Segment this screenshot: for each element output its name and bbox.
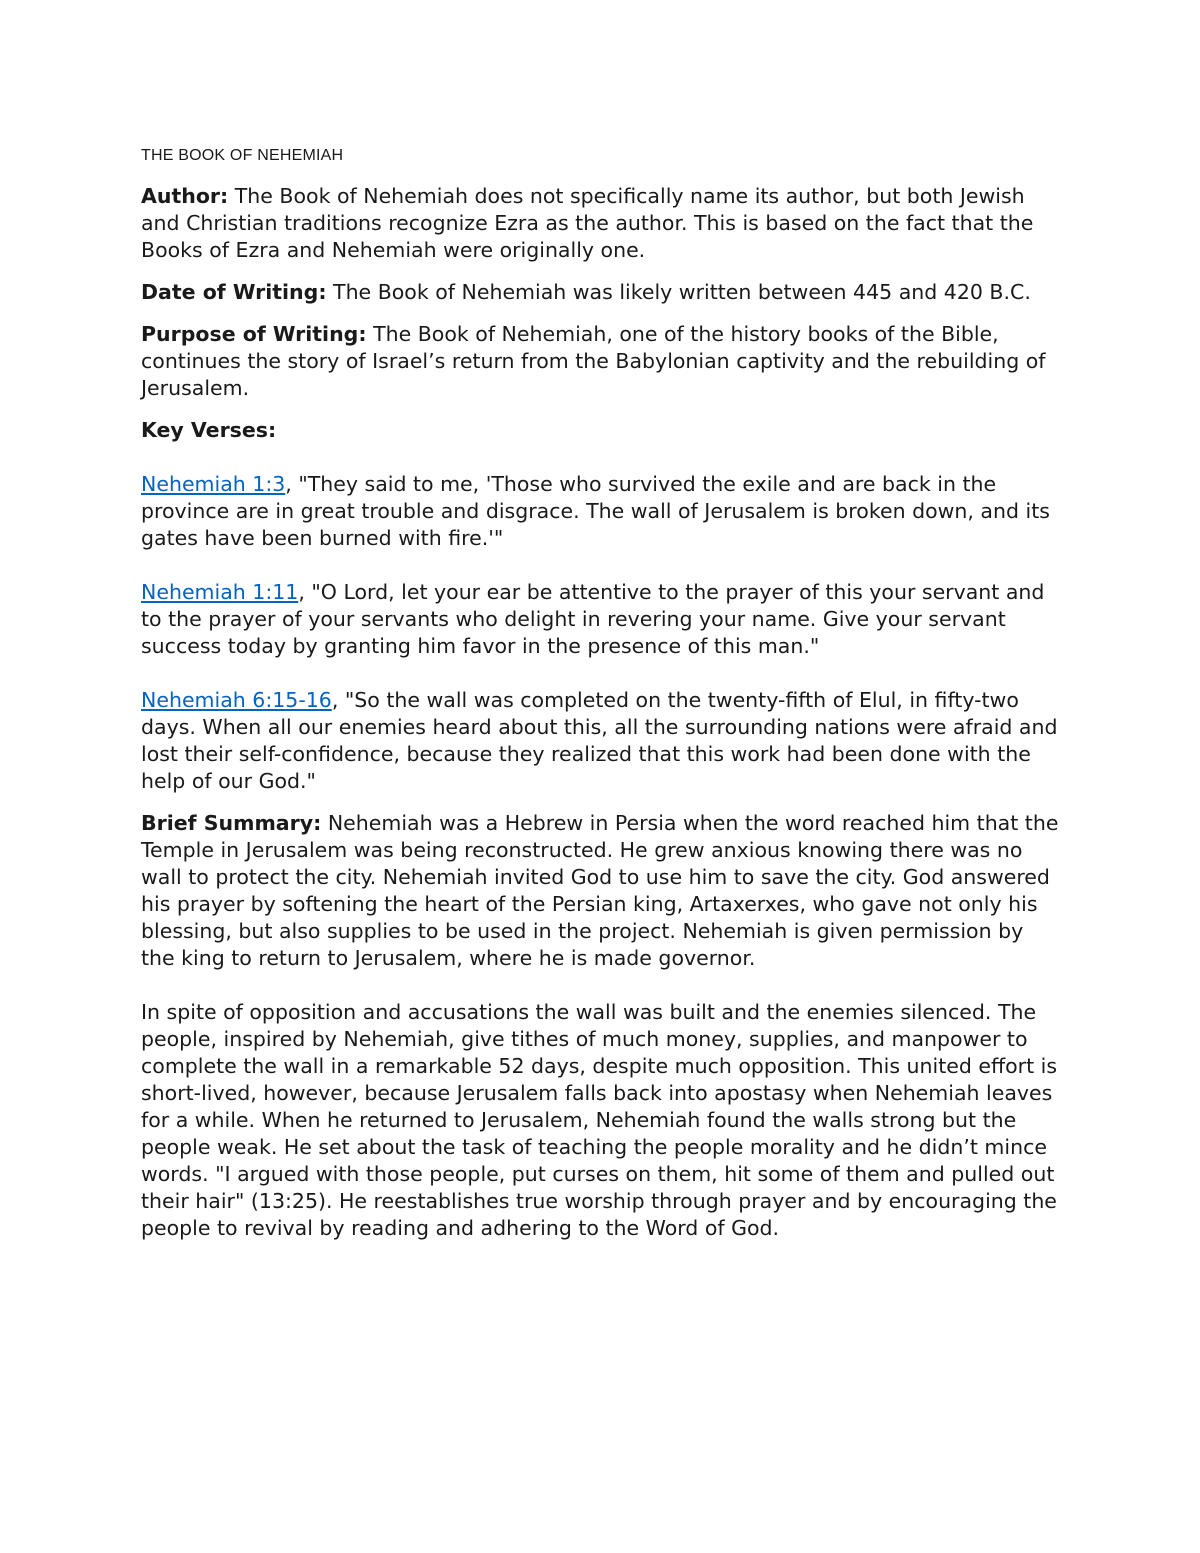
purpose-text: The Book of Nehemiah, one of the history books of the Bible, continues the story of Israel’s return from the Babylonian captivity and the rebuilding of Jerusalem. [141,322,1046,400]
summary-paragraph [141,810,1061,972]
key-verse [141,471,1061,552]
document-title: THE BOOK OF NEHEMIAH [141,147,344,164]
key-verses-heading: Key Verses: [141,418,277,442]
key-verse [141,579,1061,660]
summary-text: Nehemiah was a Hebrew in Persia when the word reached him that the Temple in Jerusalem was being reconstructed. He grew anxious knowing there was no wall to protect the city. Nehemiah invited God to use him to save the city. God answered his prayer by softening the heart of the Persian king, Artaxerxes, who gave not only his blessing, but also supplies to be used in the project. Nehemiah is given permission by the king to return to Jerusalem, where he is made governor. [141,811,1059,970]
verse-reference-link[interactable]: Nehemiah 1:11 [141,580,299,604]
verse-reference-link[interactable]: Nehemiah 1:3 [141,472,286,496]
date-of-writing-label: Date of Writing: [141,280,327,304]
verse-text: , "They said to me, 'Those who survived the exile and are back in the province are in great trouble and disgrace. The wall of Jerusalem is broken down, and its gates have been burned with fire.'" [141,472,1050,550]
document-page [141,146,1061,1257]
verse-text: , "O Lord, let your ear be attentive to the prayer of this your servant and to the prayer of your servants who delight in revering your name. Give your servant success today by granting him favor in the presence of this man." [141,580,1045,658]
date-of-writing-text: The Book of Nehemiah was likely written between 445 and 420 B.C. [333,280,1031,304]
author-label: Author: [141,184,229,208]
author-paragraph [141,183,1061,264]
summary-continued-paragraph: In spite of opposition and accusations the wall was built and the enemies silenced. The people, inspired by Nehemiah, give tithes of much money, supplies, and manpower to complete the wall in a remarkable 52 days, despite much opposition. This united effort is short-lived, however, because Jerusalem falls back into apostasy when Nehemiah leaves for a while. When he returned to Jerusalem, Nehemiah found the walls strong but the people weak. He set about the task of teaching the people morality and he didn’t mince words. "I argued with those people, put curses on them, hit some of them and pulled out their hair" (13:25). He reestablishes true worship through prayer and by encouraging the people to revival by reading and adhering to the Word of God. [141,1000,1058,1240]
purpose-label: Purpose of Writing: [141,322,367,346]
key-verse [141,687,1061,795]
author-text: The Book of Nehemiah does not specifically name its author, but both Jewish and Christian traditions recognize Ezra as the author. This is based on the fact that the Books of Ezra and Nehemiah were originally one. [141,184,1034,262]
summary-label: Brief Summary: [141,811,322,835]
verse-reference-link[interactable]: Nehemiah 6:15-16 [141,688,332,712]
verse-text: , "So the wall was completed on the twenty-fifth of Elul, in fifty-two days. When all our enemies heard about this, all the surrounding nations were afraid and lost their self-confidence, because they realized that this work had been done with the help of our God." [141,688,1058,793]
purpose-paragraph [141,321,1061,402]
date-of-writing-paragraph [141,279,1061,306]
